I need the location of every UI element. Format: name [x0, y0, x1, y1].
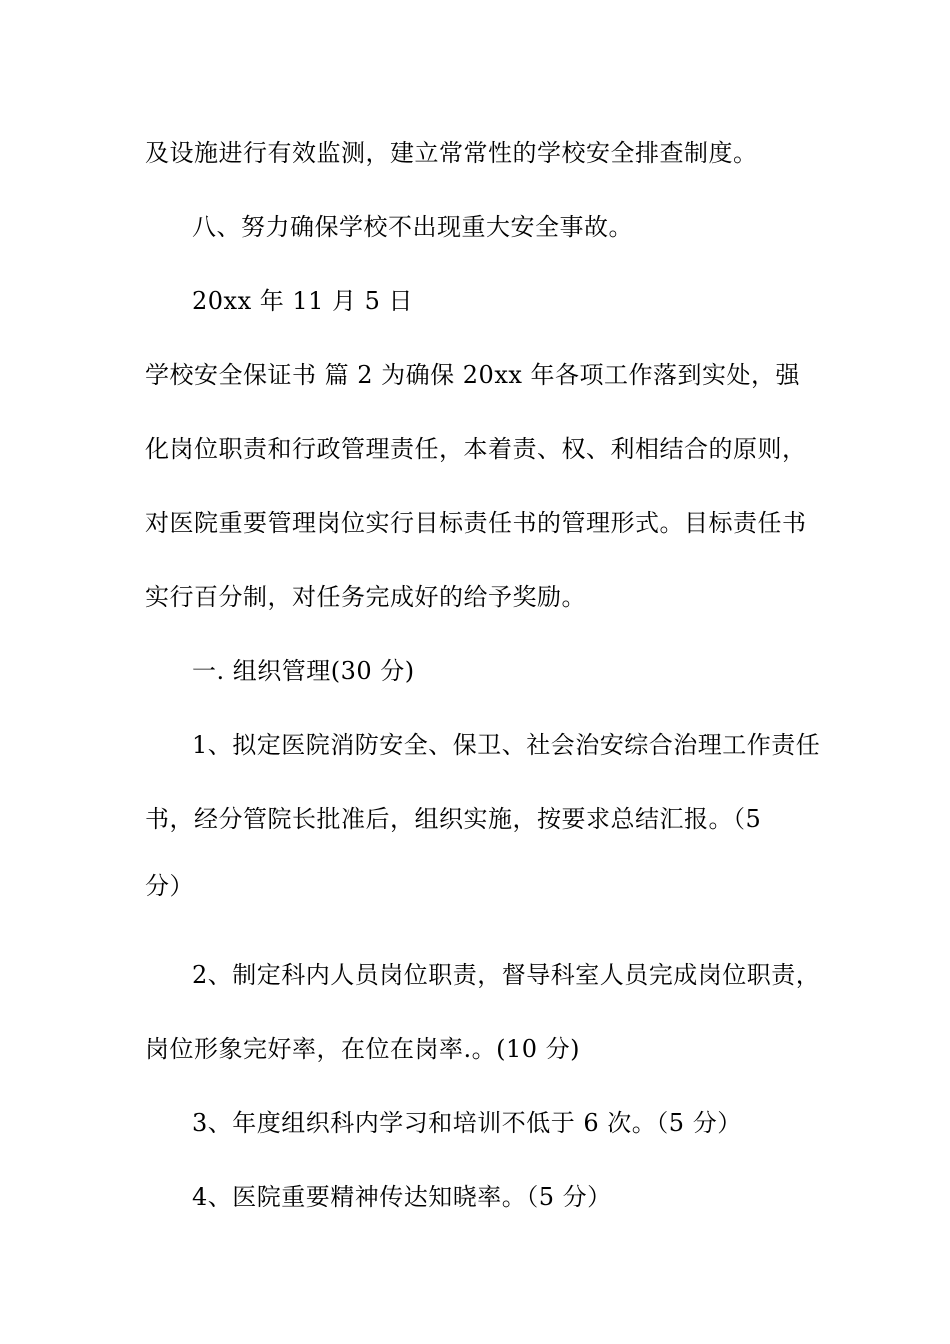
text-line: 实行百分制，对任务完成好的给予奖励。 [145, 583, 586, 611]
list-item-line: 3、年度组织科内学习和培训不低于 6 次。（5 分） [192, 1109, 742, 1137]
text-line: 化岗位职责和行政管理责任，本着责、权、利相结合的原则， [145, 435, 807, 463]
list-item-line: 书，经分管院长批准后，组织实施，按要求总结汇报。（5 [145, 805, 762, 833]
list-item-line: 2、制定科内人员岗位职责，督导科室人员完成岗位职责， [192, 961, 821, 989]
list-item-line: 4、医院重要精神传达知晓率。（5 分） [192, 1183, 612, 1211]
section-heading-line: 学校安全保证书 篇 2 为确保 20xx 年各项工作落到实处，强 [145, 361, 801, 389]
text-line: 对医院重要管理岗位实行目标责任书的管理形式。目标责任书 [145, 509, 807, 537]
text-line: 八、努力确保学校不出现重大安全事故。 [192, 213, 633, 241]
list-item-line: 岗位形象完好率，在位在岗率.。(10 分) [145, 1035, 581, 1063]
subsection-heading: 一. 组织管理(30 分) [192, 657, 415, 685]
text-line: 及设施进行有效监测，建立常常性的学校安全排查制度。 [145, 139, 758, 167]
list-item-line: 分） [145, 872, 194, 900]
list-item-line: 1、拟定医院消防安全、保卫、社会治安综合治理工作责任 [192, 731, 821, 759]
date-line: 20xx 年 11 月 5 日 [192, 287, 414, 315]
